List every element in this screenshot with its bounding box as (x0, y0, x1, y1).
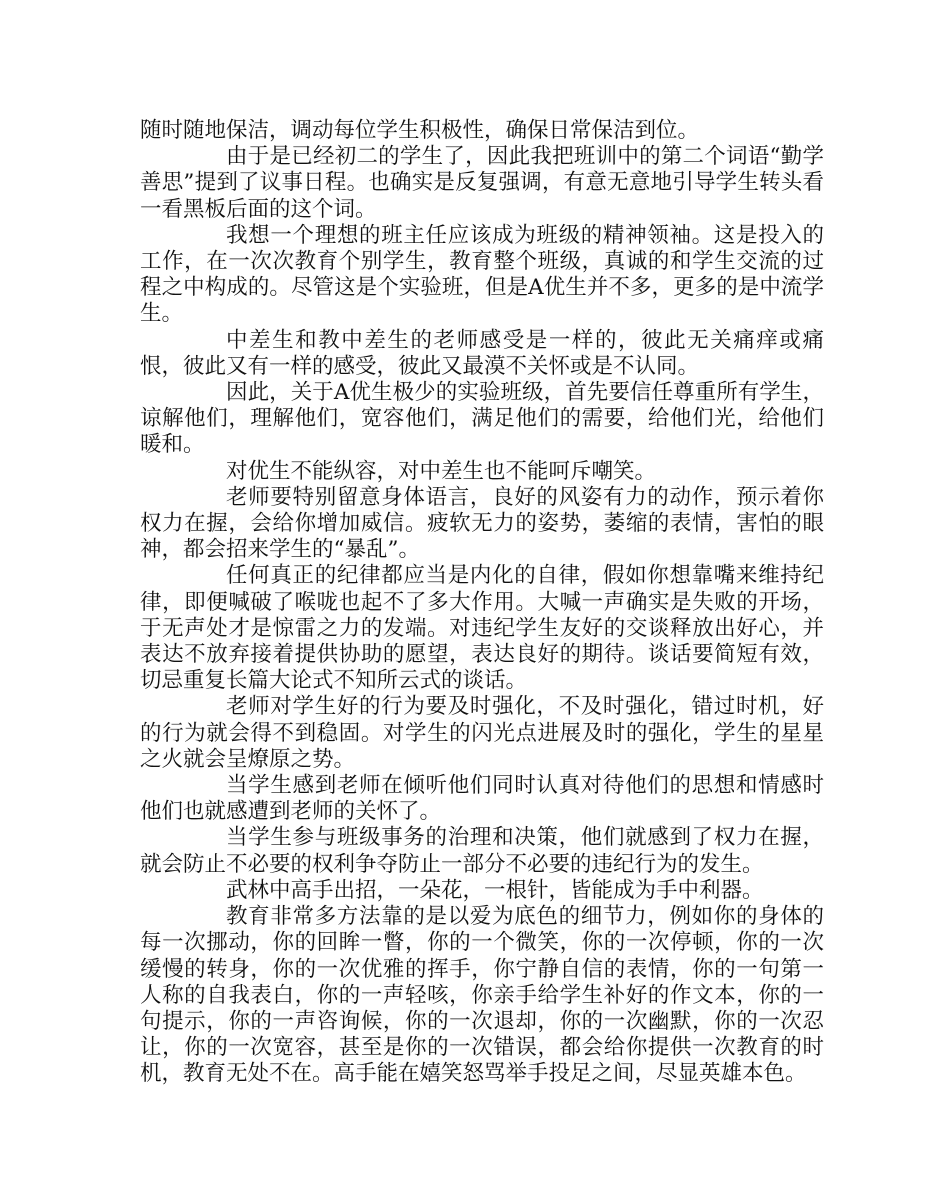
paragraph-12: 武林中高手出招，一朵花，一根针，皆能成为手中利器。 (226, 877, 764, 903)
paragraph-1: 随时随地保洁，调动每位学生积极性，确保日常保洁到位。 (140, 118, 700, 143)
document-page (140, 118, 824, 1088)
paragraph-13: 教育非常多方法靠的是以爱为底色的细节力，例如你的身体的每一次挪动，你的回眸一瞥，你的一个微笑，你的一次停顿，你的一次缓慢的转身，你的一次优雅的挥手，你宁静自信的表情，你的一句第一人称的自我表白，你的一声轻咳，你亲手给学生补好的作文本，你的一句提示，你的一声咨询候，你的一次退却，你的一次幽默，你的一次忍让，你的一次宽容，甚至是你的一次错误，都会给你提供一次教育的时机，教育无处不在。高手能在嬉笑怒骂举手投足之间，尽显英雄本色。 (140, 904, 824, 1087)
paragraph-2: 由于是已经初二的学生了，因此我把班训中的第二个词语“勤学善思”提到了议事日程。也确实是反复强调，有意无意地引导学生转头看一看黑板后面的这个词。 (140, 144, 824, 222)
paragraph-11: 当学生参与班级事务的治理和决策，他们就感到了权力在握，就会防止不必要的权利争夺防止一部分不必要的违纪行为的发生。 (140, 825, 824, 877)
paragraph-10: 当学生感到老师在倾听他们同时认真对待他们的思想和情感时他们也就感遭到老师的关怀了。 (140, 773, 824, 825)
paragraph-6: 对优生不能纵容，对中差生也不能呵斥嘲笑。 (226, 458, 657, 484)
paragraph-7: 老师要特别留意身体语言，良好的风姿有力的动作，预示着你权力在握，会给你增加威信。疲软无力的姿势，萎缩的表情，害怕的眼神，都会招来学生的“暴乱”。 (140, 484, 824, 563)
paragraph-9: 老师对学生好的行为要及时强化，不及时强化，错过时机，好的行为就会得不到稳固。对学生的闪光点进展及时的强化，学生的星星之火就会呈燎原之势。 (140, 694, 824, 772)
paragraph-3: 我想一个理想的班主任应该成为班级的精神领袖。这是投入的工作，在一次次教育个别学生，教育整个班级，真诚的和学生交流的过程之中构成的。尽管这是个实验班，但是A优生并不多，更多的是中流学生。 (140, 222, 824, 327)
paragraph-8: 任何真正的纪律都应当是内化的自律，假如你想靠嘴来维持纪律，即便喊破了喉咙也起不了多大作用。大喊一声确实是失败的开场，于无声处才是惊雷之力的发端。对违纪学生友好的交谈释放出好心，并表达不放弃接着提供协助的愿望，表达良好的期待。谈话要简短有效，切忌重复长篇大论式不知所云式的谈话。 (140, 563, 824, 694)
paragraph-4: 中差生和教中差生的老师感受是一样的，彼此无关痛痒或痛恨，彼此又有一样的感受，彼此又最漠不关怀或是不认同。 (140, 327, 824, 379)
paragraph-5: 因此，关于A优生极少的实验班级，首先要信任尊重所有学生，谅解他们，理解他们，宽容他们，满足他们的需要，给他们光，给他们暖和。 (140, 380, 824, 458)
